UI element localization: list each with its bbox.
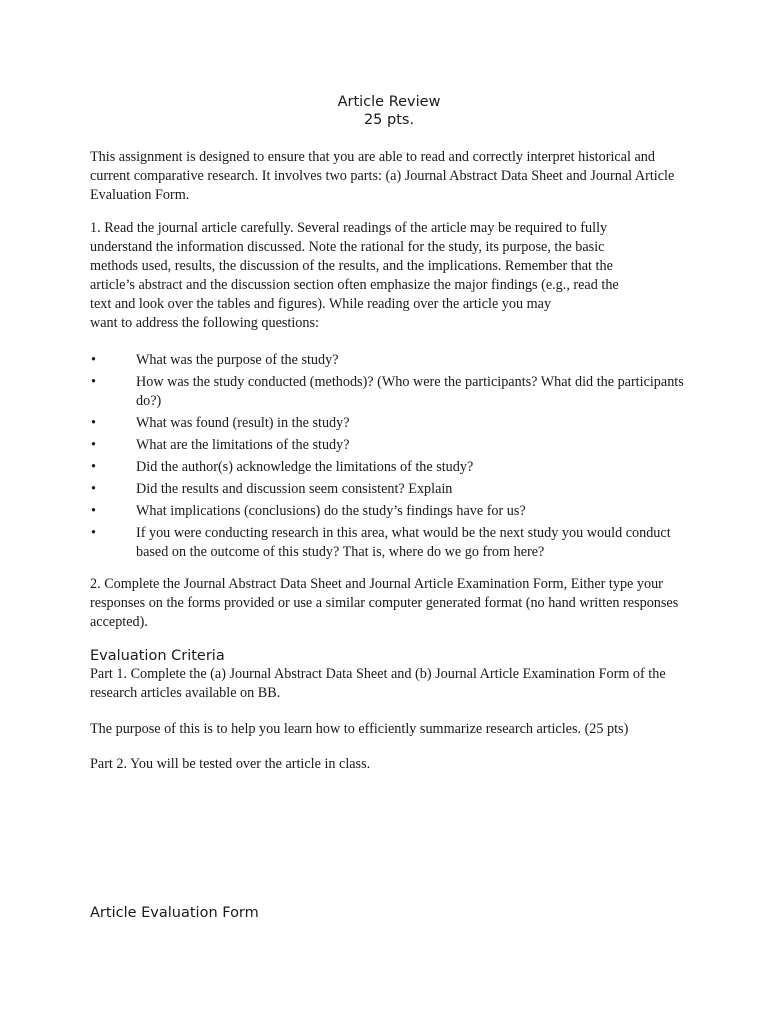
question-text: What was found (result) in the study?: [136, 415, 350, 431]
question-text: Did the author(s) acknowledge the limitations of the study?: [136, 459, 474, 475]
question-text: How was the study conducted (methods)? (Who were the participants? What did the participants do?): [136, 374, 684, 409]
bullet-icon: •: [91, 481, 96, 497]
step1-line: text and look over the tables and figures). While reading over the article you may: [90, 296, 552, 312]
question-text: What was the purpose of the study?: [136, 352, 339, 368]
list-item: [90, 351, 690, 370]
list-item: [90, 436, 690, 455]
question-text: Did the results and discussion seem consistent? Explain: [136, 481, 453, 497]
bullet-icon: •: [91, 459, 96, 475]
question-text: What are the limitations of the study?: [136, 437, 350, 453]
question-list: [90, 351, 690, 565]
step1-line: methods used, results, the discussion of the results, and the implications. Remember that the: [90, 258, 613, 274]
part2-paragraph: Part 2. You will be tested over the article in class.: [90, 756, 371, 772]
list-item: [90, 458, 690, 477]
step1-line: 1. Read the journal article carefully. Several readings of the article may be required to fully: [90, 220, 608, 236]
bullet-icon: •: [91, 352, 96, 368]
list-item: [90, 524, 690, 562]
purpose-paragraph: The purpose of this is to help you learn how to efficiently summarize research articles. (25 pts): [90, 721, 629, 737]
criteria-heading: Evaluation Criteria: [90, 648, 225, 664]
list-item: [90, 480, 690, 499]
question-text: If you were conducting research in this area, what would be the next study you would conduct based on the outcome of this study? That is, where do we go from here?: [136, 525, 671, 560]
bullet-icon: •: [91, 374, 96, 390]
step1-line: article’s abstract and the discussion section often emphasize the major findings (e.g., read the: [90, 277, 619, 293]
form-heading: Article Evaluation Form: [90, 905, 259, 921]
part1-paragraph: Part 1. Complete the (a) Journal Abstract Data Sheet and (b) Journal Article Examination Form of the research articles available on BB.: [90, 666, 666, 701]
step1-paragraph: [90, 219, 690, 333]
points-label: 25 pts.: [363, 112, 415, 128]
step2-paragraph: 2. Complete the Journal Abstract Data Sheet and Journal Article Examination Form, Either type your responses on the forms provided or use a similar computer generated format (no hand written responses accepted).: [90, 576, 679, 630]
list-item: [90, 373, 690, 411]
question-text: What implications (conclusions) do the study’s findings have for us?: [136, 503, 526, 519]
title-block: [0, 93, 768, 129]
document-title: Article Review: [337, 94, 441, 110]
step1-line: want to address the following questions:: [90, 315, 319, 331]
step1-line: understand the information discussed. Note the rational for the study, its purpose, the basic: [90, 239, 605, 255]
list-item: [90, 414, 690, 433]
intro-paragraph: This assignment is designed to ensure that you are able to read and correctly interpret historical and current comparative research. It involves two parts: (a) Journal Abstract Data Sheet and Journal Article Evaluation Form.: [90, 149, 675, 203]
list-item: [90, 502, 690, 521]
bullet-icon: •: [91, 437, 96, 453]
bullet-icon: •: [91, 415, 96, 431]
bullet-icon: •: [91, 503, 96, 519]
bullet-icon: •: [91, 525, 96, 541]
